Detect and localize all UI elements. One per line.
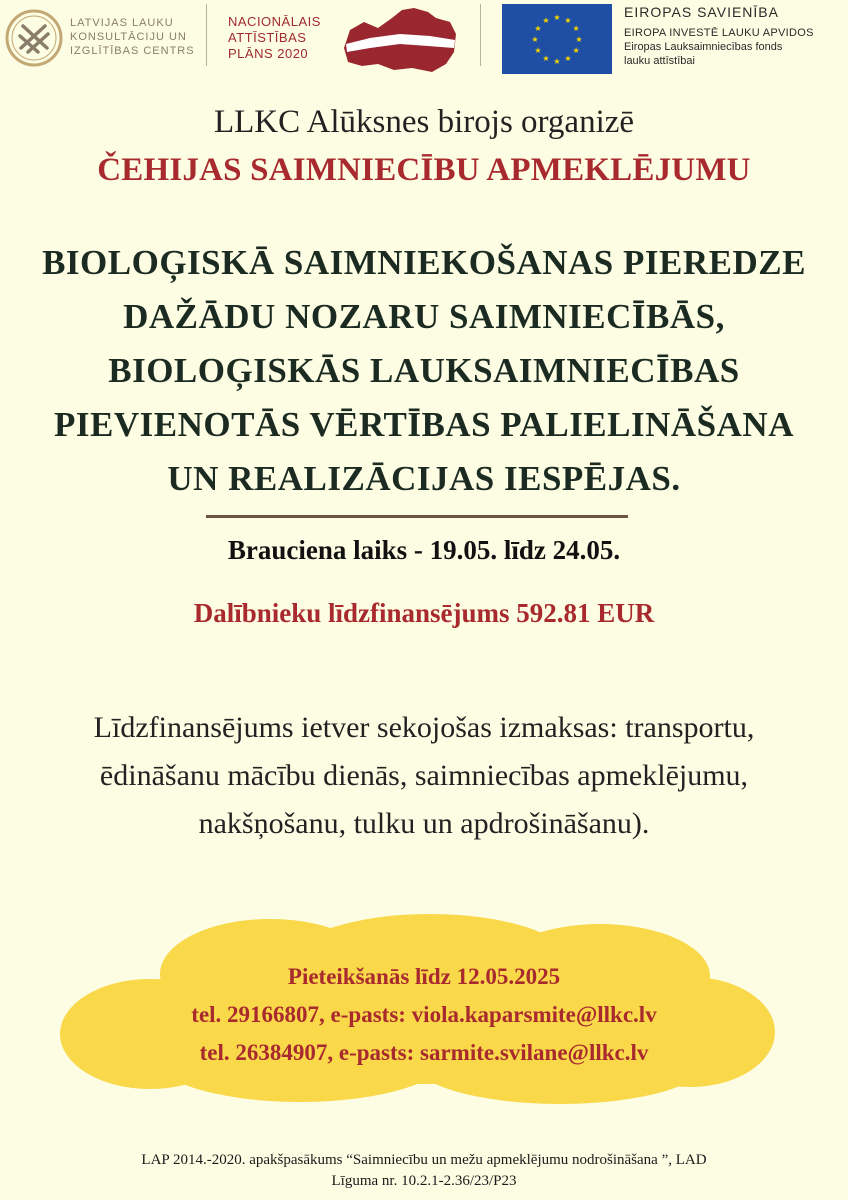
topic-line: BIOLOĢISKĀ SAIMNIEKOŠANAS PIEREDZE [42,243,806,282]
topic-line: UN REALIZĀCIJAS IESPĒJAS. [167,459,681,498]
llkc-line: IZGLĪTĪBAS CENTRS [70,45,195,57]
nap-line: ATTĪSTĪBAS [228,30,307,45]
eu-star-icon: ★ [572,24,580,33]
registration-deadline: Pieteikšanās līdz 12.05.2025 [287,964,561,989]
eu-star-icon: ★ [572,46,580,55]
eu-star-icon: ★ [575,35,583,44]
includes-line: Līdzfinansējums ietver sekojošas izmaksas: transportu, [93,711,755,744]
eu-star-icon: ★ [564,54,572,64]
llkc-line: KONSULTĀCIJU UN [70,31,187,43]
eu-star-icon: ★ [553,57,561,66]
nap-line: NACIONĀLAIS [228,14,321,29]
eu-title: EIROPAS SAVIENĪBA [624,4,779,20]
eu-line: EIROPA INVESTĒ LAUKU APVIDOS [624,27,814,39]
llkc-logo-text [70,16,200,58]
eu-flag-icon [502,4,612,74]
eu-star-icon: ★ [534,46,542,55]
eu-line: Eiropas Lauksaimniecības fonds [624,41,783,53]
eu-line: lauku attīstībai [624,55,695,67]
eu-star-icon: ★ [542,15,550,25]
topic-line: PIEVIENOTĀS VĒRTĪBAS PALIELINĀŠANA [54,405,794,444]
nap-line: PLĀNS 2020 [228,46,309,61]
footer-line: Līguma nr. 10.2.1-2.36/23/P23 [331,1173,517,1189]
topic-heading [0,236,848,506]
eu-star-icon: ★ [542,54,550,64]
contact-line[interactable]: tel. 29166807, e-pasts: viola.kaparsmite@llkc.lv [191,1002,657,1027]
header-logos [0,0,848,82]
footer-note [0,1150,848,1192]
includes-line: nakšņošanu, tulku un apdrošināšanu). [198,807,650,840]
eu-subtitle [624,26,848,68]
eu-star-icon: ★ [534,24,542,33]
llkc-line: LATVIJAS LAUKU [70,17,174,29]
cost-includes [0,704,848,848]
footer-line: LAP 2014.-2020. apakšpasākums “Saimniecību un mežu apmeklējumu nodrošināšana ”, LAD [141,1152,707,1168]
topic-line: DAŽĀDU NOZARU SAIMNIECĪBĀS, [123,297,725,336]
eu-star-icon: ★ [531,35,539,44]
trip-dates: Brauciena laiks - 19.05. līdz 24.05. [227,535,621,565]
topic-line: BIOLOĢISKĀS LAUKSAIMNIECĪBAS [108,351,740,390]
eu-star-icon: ★ [553,13,561,22]
logo-divider [480,4,481,66]
participant-cost: Dalībnieku līdzfinansējums 592.81 EUR [193,598,655,628]
contact-line[interactable]: tel. 26384907, e-pasts: sarmite.svilane@llkc.lv [199,1040,649,1065]
event-title: ČEHIJAS SAIMNIECĪBU APMEKLĒJUMU [97,152,751,188]
includes-line: ēdināšanu mācību dienās, saimniecības apmeklējumu, [99,759,749,792]
contact-info [0,958,848,1072]
organizer-text: LLKC Alūksnes birojs organizē [213,104,635,140]
llkc-logo-icon [4,8,64,68]
logo-divider [206,4,207,66]
section-divider [206,515,628,518]
latvia-map-icon [340,4,460,76]
eu-star-icon: ★ [564,15,572,25]
nap-logo-text [228,14,338,62]
